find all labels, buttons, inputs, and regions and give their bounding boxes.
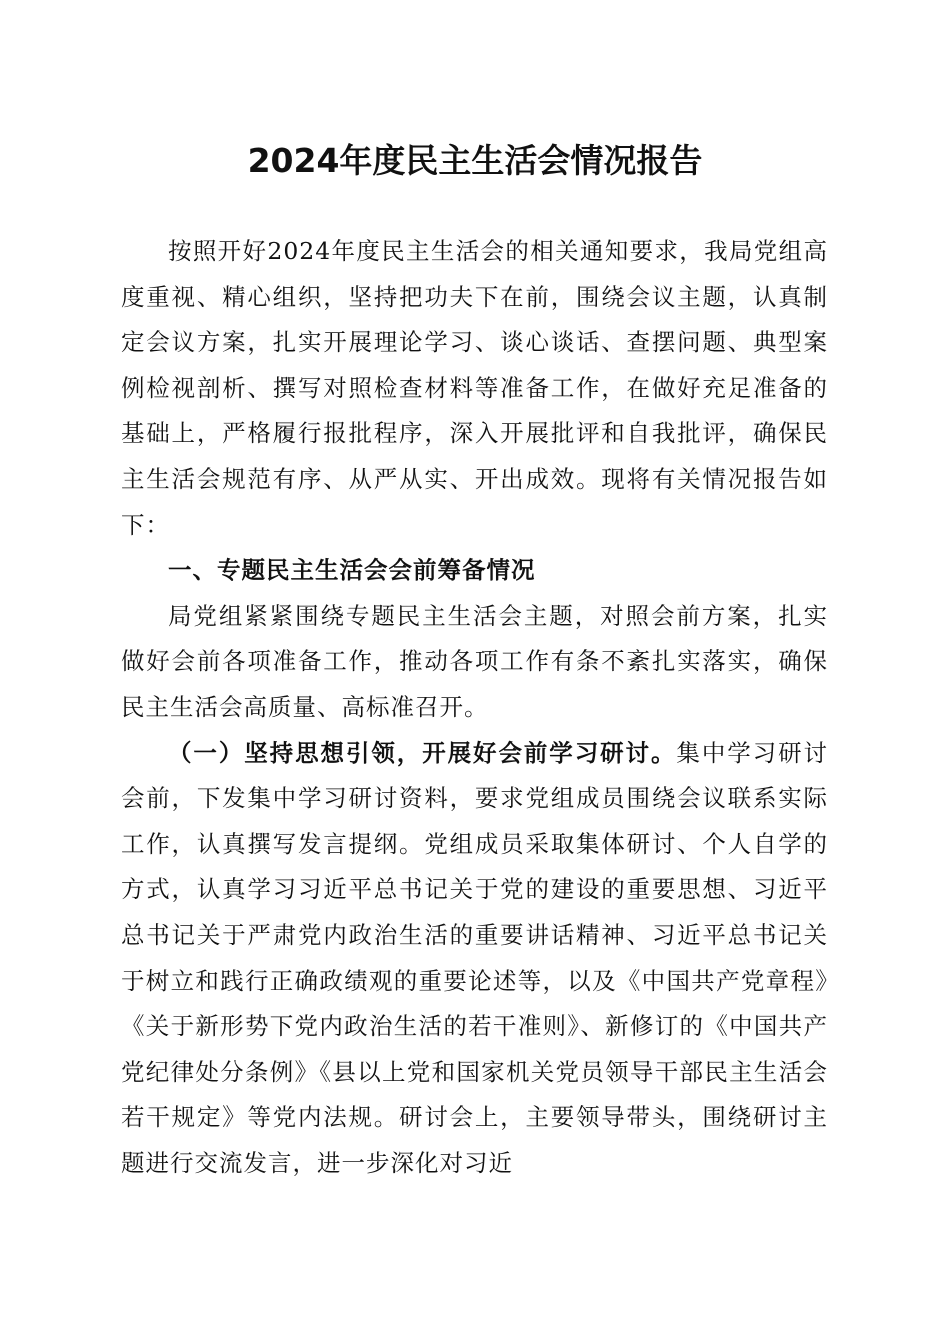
section-heading: 一、专题民主生活会会前筹备情况 xyxy=(168,556,536,585)
subsection-heading: （一）坚持思想引领，开展好会前学习研讨。 xyxy=(168,738,677,767)
intro-paragraph: 按照开好2024年度民主生活会的相关通知要求，我局党组高度重视、精心组织，坚持把功夫下在前，围绕会议主题，认真制定会议方案，扎实开展理论学习、谈心谈话、查摆问题、典型案例检视剖析、撰写对照检查材料等准备工作，在做好充足准备的基础上，严格履行报批程序，深入开展批评和自我批评，确保民主生活会规范有序、从严从实、开出成效。现将有关情况报告如下： xyxy=(121,237,828,539)
document-body xyxy=(121,229,828,1186)
document-title: 2024年度民主生活会情况报告 xyxy=(247,141,703,180)
section-paragraph: 局党组紧紧围绕专题民主生活会主题，对照会前方案，扎实做好会前各项准备工作，推动各项工作有条不紊扎实落实，确保民主生活会高质量、高标准召开。 xyxy=(121,601,828,721)
subsection-paragraph xyxy=(121,731,828,1187)
subsection-text: 集中学习研讨会前，下发集中学习研讨资料，要求党组成员围绕会议联系实际工作，认真撰写发言提纲。党组成员采取集体研讨、个人自学的方式，认真学习习近平总书记关于党的建设的重要思想、习近平总书记关于严肃党内政治生活的重要讲话精神、习近平总书记关于树立和践行正确政绩观的重要论述等，以及《中国共产党章程》《关于新形势下党内政治生活的若干准则》、新修订的《中国共产党纪律处分条例》《县以上党和国家机关党员领导干部民主生活会若干规定》等党内法规。研讨会上，主要领导带头，围绕研讨主题进行交流发言，进一步深化对习近 xyxy=(121,738,829,1177)
